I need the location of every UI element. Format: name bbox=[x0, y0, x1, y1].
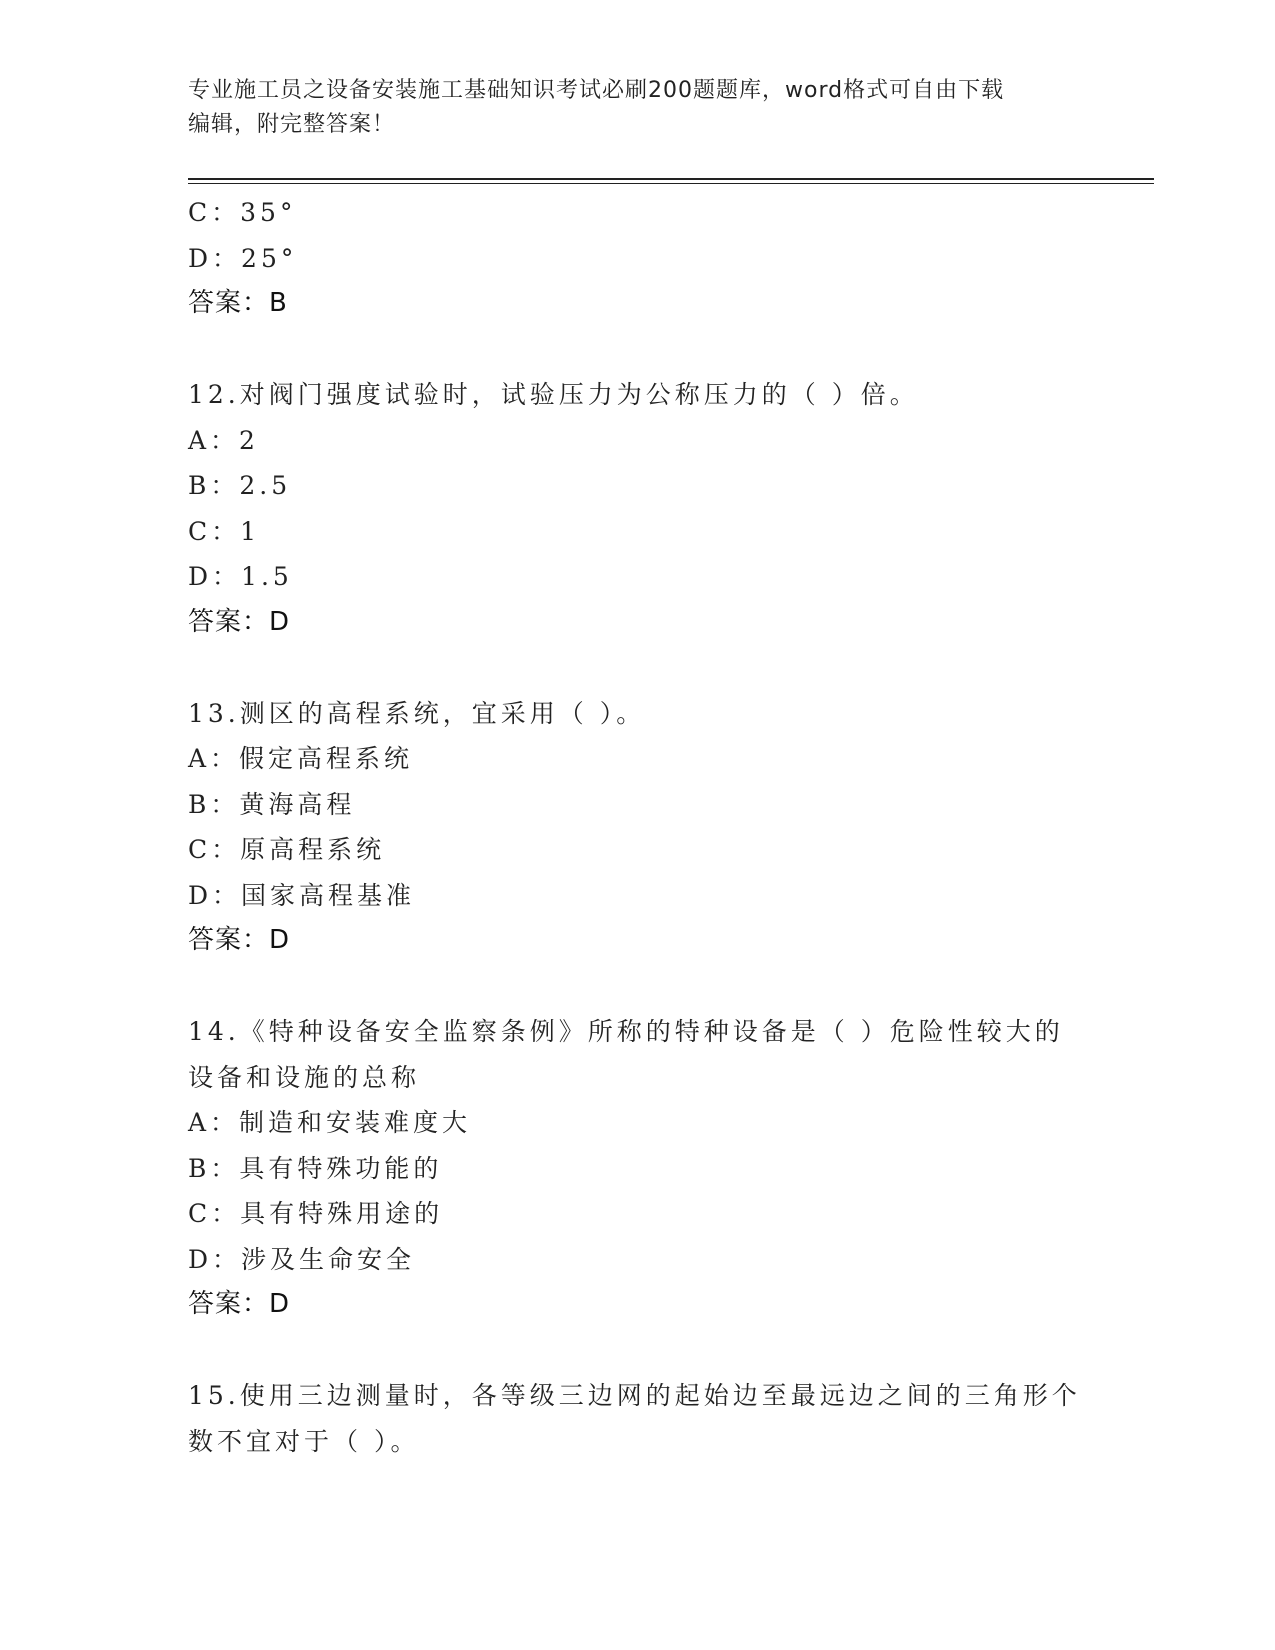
option-d: D：涉及生命安全 bbox=[188, 1244, 416, 1274]
option-b: B：具有特殊功能的 bbox=[188, 1153, 443, 1183]
answer-line: 答案：D bbox=[188, 925, 291, 955]
answer-line: 答案：D bbox=[188, 606, 291, 637]
question-14 bbox=[188, 1009, 1088, 1328]
option-c: C：35° bbox=[188, 198, 297, 227]
question-13 bbox=[188, 691, 1088, 964]
option-c: C：原高程系统 bbox=[188, 835, 386, 864]
spacer bbox=[188, 327, 1088, 373]
question-stem-line-2: 设备和设施的总称 bbox=[188, 1062, 421, 1092]
question-stem-line-1: 14.《特种设备安全监察条例》所称的特种设备是（ ）危险性较大的 bbox=[188, 1017, 1064, 1046]
spacer bbox=[188, 645, 1088, 691]
answer-line: 答案：D bbox=[188, 1289, 291, 1319]
header-title-line-1: 专业施工员之设备安装施工基础知识考试必刷200题题库，word格式可自由下载 bbox=[188, 78, 1005, 103]
header-divider-thick bbox=[188, 178, 1154, 180]
option-d: D：25° bbox=[188, 243, 298, 273]
option-b: B：2.5 bbox=[188, 471, 292, 500]
answer-line: 答案：B bbox=[188, 288, 288, 318]
question-stem: 12.对阀门强度试验时，试验压力为公称压力的（ ）倍。 bbox=[188, 380, 919, 409]
question-15 bbox=[188, 1373, 1088, 1464]
option-d: D：1.5 bbox=[188, 562, 293, 591]
spacer bbox=[188, 1328, 1088, 1374]
option-d: D：国家高程基准 bbox=[188, 880, 416, 910]
option-a: A：2 bbox=[188, 425, 259, 455]
question-list bbox=[188, 190, 1088, 1464]
option-a: A：制造和安装难度大 bbox=[188, 1108, 472, 1137]
header-divider-thin bbox=[188, 183, 1154, 184]
option-c: C：具有特殊用途的 bbox=[188, 1199, 444, 1228]
header-title-line-2: 编辑，附完整答案！ bbox=[188, 112, 396, 137]
option-b: B：黄海高程 bbox=[188, 789, 356, 819]
spacer bbox=[188, 964, 1088, 1010]
option-c: C：1 bbox=[188, 516, 261, 546]
question-12 bbox=[188, 372, 1088, 645]
question-stem: 13.测区的高程系统，宜采用（ ）。 bbox=[188, 698, 646, 728]
option-a: A：假定高程系统 bbox=[188, 744, 414, 773]
document-header bbox=[188, 74, 1088, 142]
question-stem-line-2: 数不宜对于（ ）。 bbox=[188, 1426, 420, 1456]
question-11-tail bbox=[188, 190, 1088, 327]
question-stem-line-1: 15.使用三边测量时，各等级三边网的起始边至最远边之间的三角形个 bbox=[188, 1381, 1081, 1410]
